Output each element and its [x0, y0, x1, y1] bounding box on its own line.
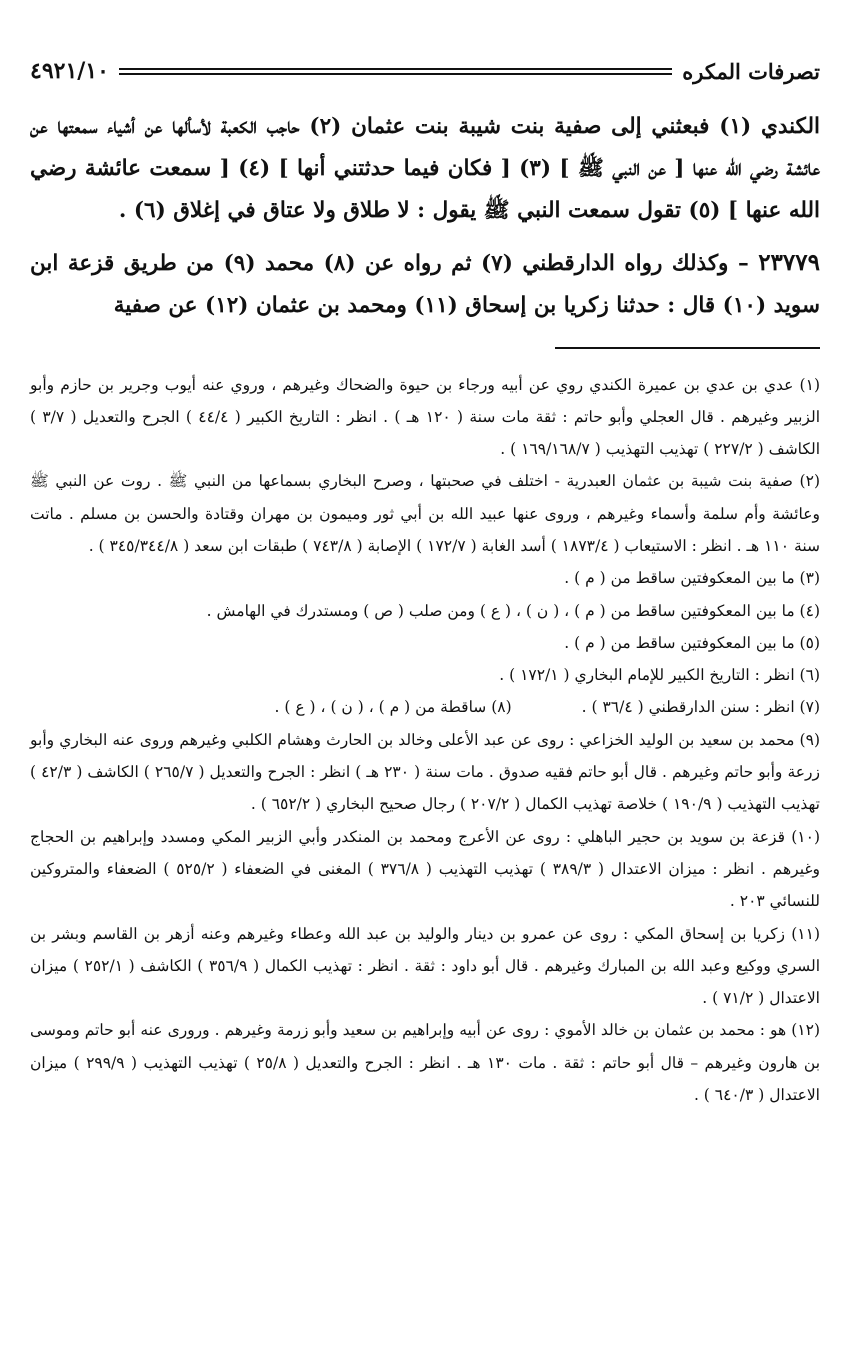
footnote: (١١) زكريا بن إسحاق المكي : روى عن عمرو بن دينار والوليد بن عبد الله وعطاء وغيرهم وعنه أزهر بن القاسم وبشر بن السري ووكيع وعبد الله بن المبارك وغيرهم . قال أبو داود : ثقة . انظر : تهذيب الكمال ( ٣٥٦/٩ ) الكاشف ( ٢٥٢/١ ) ميزان الاعتدال ( ٧١/٢ ) .: [30, 924, 821, 1008]
page-header: [30, 50, 820, 92]
footnote-pair: [30, 691, 820, 723]
footnotes: [30, 369, 820, 1112]
footnote: (١) عدي بن عدي بن عميرة الكندي روي عن أبيه ورجاء بن حيوة والضحاك وغيرهم ، وروي عنه أيوب وجرير بن حازم وأبو الزبير وغيرهم . قال العجلي وأبو حاتم : ثقة مات سنة ( ١٢٠ هـ ) . انظر : التاريخ الكبير ( ٤٤/٤ ) الجرح والتعديل ( ٣/٧ ) الكاشف ( ٢٢٧/٢ ) تهذيب التهذيب ( ١٦٩/١٦٨/٧ ) .: [30, 375, 820, 459]
main-paragraph-1: الكندي (١) فبعثني إلى صفية بنت شيبة بنت عثمان (٢) حاجب الكعبة لأسألها عن أشياء سمعتها عن عائشة رضي الله عنها [ عن النبي ﷺ ] (٣) [ فكان فيما حدثتني أنها ] (٤) [ سمعت عائشة رضي الله عنها ] (٥) تقول سمعت النبي ﷺ يقول : لا طلاق ولا عتاق في إغلاق (٦) .: [30, 114, 821, 223]
running-title: تصرفات المكره: [682, 58, 820, 84]
footnote: (٤) ما بين المعكوفتين ساقط من ( م ) ، ( ن ) ، ( ع ) ومن صلب ( ص ) ومستدرك في الهامش .: [206, 601, 820, 620]
footnote: (٣) ما بين المعكوفتين ساقط من ( م ) .: [564, 569, 820, 588]
hadith-number: ٢٣٧٧٩: [758, 249, 820, 276]
footnote-divider: [555, 347, 820, 349]
footnote-7: (٧) انظر : سنن الدارقطني ( ٣٦/٤ ) .: [581, 698, 820, 717]
footnote: (٦) انظر : التاريخ الكبير للإمام البخاري ( ١٧٢/١ ) .: [499, 666, 820, 685]
main-text: [30, 106, 820, 327]
footnote-8: (٨) ساقطة من ( م ) ، ( ن ) ، ( ع ) .: [274, 698, 512, 717]
footnote: (٥) ما بين المعكوفتين ساقط من ( م ) .: [564, 633, 820, 652]
footnote: (٢) صفية بنت شيبة بن عثمان العبدرية - اختلف في صحبتها ، وصرح البخاري بسماعها من النبي ﷺ . روت عن النبي ﷺ وعائشة وأم سلمة وأسماء وغيرهم ، وروى عنها عبيد الله بن أبي ثور وميمون بن مهران وقتادة والحسن بن مسلم . ماتت سنة ١١٠ هـ . انظر : الاستيعاب ( ١٨٧٣/٤ ) أسد الغابة ( ١٧٢/٧ ) الإصابة ( ٧٤٣/٨ ) طبقات ابن سعد ( ٣٤٥/٣٤٤/٨ ) .: [30, 472, 820, 555]
page-number: ٤٩٢١/١٠: [30, 58, 109, 84]
footnote: (١٠) قزعة بن سويد بن حجير الباهلي : روى عن الأعرج ومحمد بن المنكدر وأبي الزبير المكي ومسدد وإبراهيم بن الحجاج وغيرهم . انظر : ميزان الاعتدال ( ٣٨٩/٣ ) تهذيب التهذيب ( ٣٧٦/٨ ) المغنى في الضعفاء ( ٥٢٥/٢ ) الضعفاء والمتروكين للنسائي ٢٠٣ .: [30, 827, 820, 911]
main-paragraph-2: [30, 242, 820, 327]
footnote: (١٢) هو : محمد بن عثمان بن خالد الأموي : روى عن أبيه وإبراهيم بن سعيد وأبو زرمة وغيرهم . ورورى عنه أبو حاتم وموسى بن هارون وغيرهم – قال أبو حاتم : ثقة . مات ١٣٠ هـ . انظر : الجرح والتعديل ( ٢٥/٨ ) تهذيب التهذيب ( ٢٩٩/٩ ) ميزان الاعتدال ( ٦٤٠/٣ ) .: [30, 1021, 821, 1105]
main-paragraph-2-text: – وكذلك رواه الدارقطني (٧) ثم رواه عن (٨) محمد (٩) من طريق قزعة ابن سويد (١٠) قال : حدثنا زكريا بن إسحاق (١١) ومحمد بن عثمان (١٢) عن صفية: [30, 251, 820, 318]
book-page: [30, 50, 820, 1111]
header-double-rule: [119, 68, 672, 75]
footnote: (٩) محمد بن سعيد بن الوليد الخزاعي : روى عن عبد الأعلى وخالد بن الحارث وهشام الكلبي وغيرهم وروى عنه البخاري وأبو زرعة وأبو حاتم وغيرهم . قال أبو حاتم فقيه صدوق . مات سنة ( ٢٣٠ هـ ) انظر : الجرح والتعديل ( ٢٦٥/٧ ) الكاشف ( ٤٢/٣ ) تهذيب التهذيب ( ١٩٠/٩ ) خلاصة تهذيب الكمال ( ٢٠٧/٢ ) رجال صحيح البخاري ( ٦٥٢/٢ ) .: [30, 730, 820, 814]
